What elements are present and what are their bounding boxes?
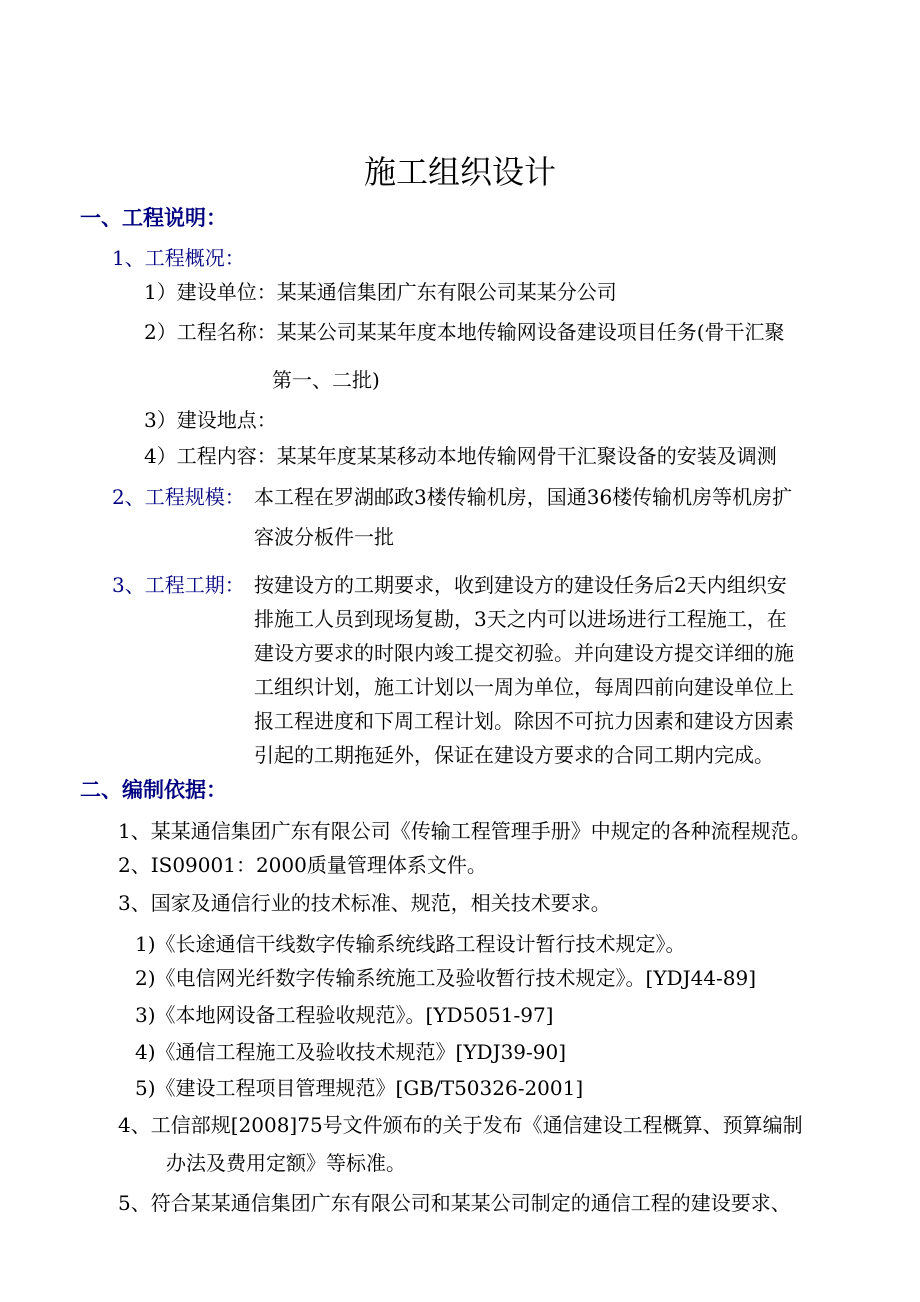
item-3-line: 报工程进度和下周工程计划。除因不可抗力因素和建设方因素	[254, 709, 794, 733]
item-3-line: 排施工人员到现场复勘，3天之内可以进场进行工程施工，在	[254, 607, 787, 631]
item-1-line: 2）工程名称：某某公司某某年度本地传输网设备建设项目任务(骨干汇聚	[144, 320, 785, 344]
item-3-line: 按建设方的工期要求，收到建设方的建设任务后2天内组织安	[254, 573, 787, 597]
basis-line: 办法及费用定额》等标准。	[166, 1151, 406, 1175]
item-3-line: 引起的工期拖延外，保证在建设方要求的合同工期内完成。	[254, 743, 774, 767]
item-2-label: 2、工程规模：	[112, 485, 245, 509]
item-2-line: 容波分板件一批	[254, 525, 394, 549]
item-3-line: 工组织计划，施工计划以一周为单位，每周四前向建设单位上	[254, 675, 794, 699]
item-2-line: 本工程在罗湖邮政3楼传输机房，国通36楼传输机房等机房扩	[254, 485, 793, 509]
basis-line: 1)《长途通信干线数字传输系统线路工程设计暂行技术规定》。	[135, 932, 686, 956]
item-3-line: 建设方要求的时限内竣工提交初验。并向建设方提交详细的施	[254, 641, 794, 665]
basis-line: 3)《本地网设备工程验收规范》。[YD5051-97]	[135, 1003, 554, 1027]
section-1-heading: 一、工程说明：	[80, 206, 227, 230]
item-3-label: 3、工程工期：	[112, 573, 245, 597]
section-2-heading: 二、编制依据：	[80, 778, 227, 802]
basis-line: 1、某某通信集团广东有限公司《传输工程管理手册》中规定的各种流程规范。	[118, 819, 811, 843]
item-1-label: 1、工程概况：	[112, 246, 245, 270]
basis-line: 5、符合某某通信集团广东有限公司和某某公司制定的通信工程的建设要求、	[118, 1191, 791, 1215]
basis-line: 2、IS09001：2000质量管理体系文件。	[118, 853, 487, 877]
basis-line: 5)《建设工程项目管理规范》[GB/T50326-2001]	[135, 1076, 584, 1100]
item-1-line: 1）建设单位：某某通信集团广东有限公司某某分公司	[144, 280, 617, 304]
document-title: 施工组织设计	[363, 153, 556, 191]
basis-line: 2)《电信网光纤数字传输系统施工及验收暂行技术规定》。[YDJ44-89]	[135, 966, 757, 990]
item-1-line: 4）工程内容：某某年度某某移动本地传输网骨干汇聚设备的安装及调测	[144, 444, 777, 468]
item-1-line: 第一、二批)	[272, 368, 380, 392]
basis-line: 4、工信部规[2008]75号文件颁布的关于发布《通信建设工程概算、预算编制	[118, 1113, 803, 1137]
basis-line: 3、国家及通信行业的技术标准、规范，相关技术要求。	[118, 891, 611, 915]
item-1-line: 3）建设地点：	[144, 408, 277, 432]
basis-line: 4)《通信工程施工及验收技术规范》[YDJ39-90]	[135, 1040, 567, 1064]
